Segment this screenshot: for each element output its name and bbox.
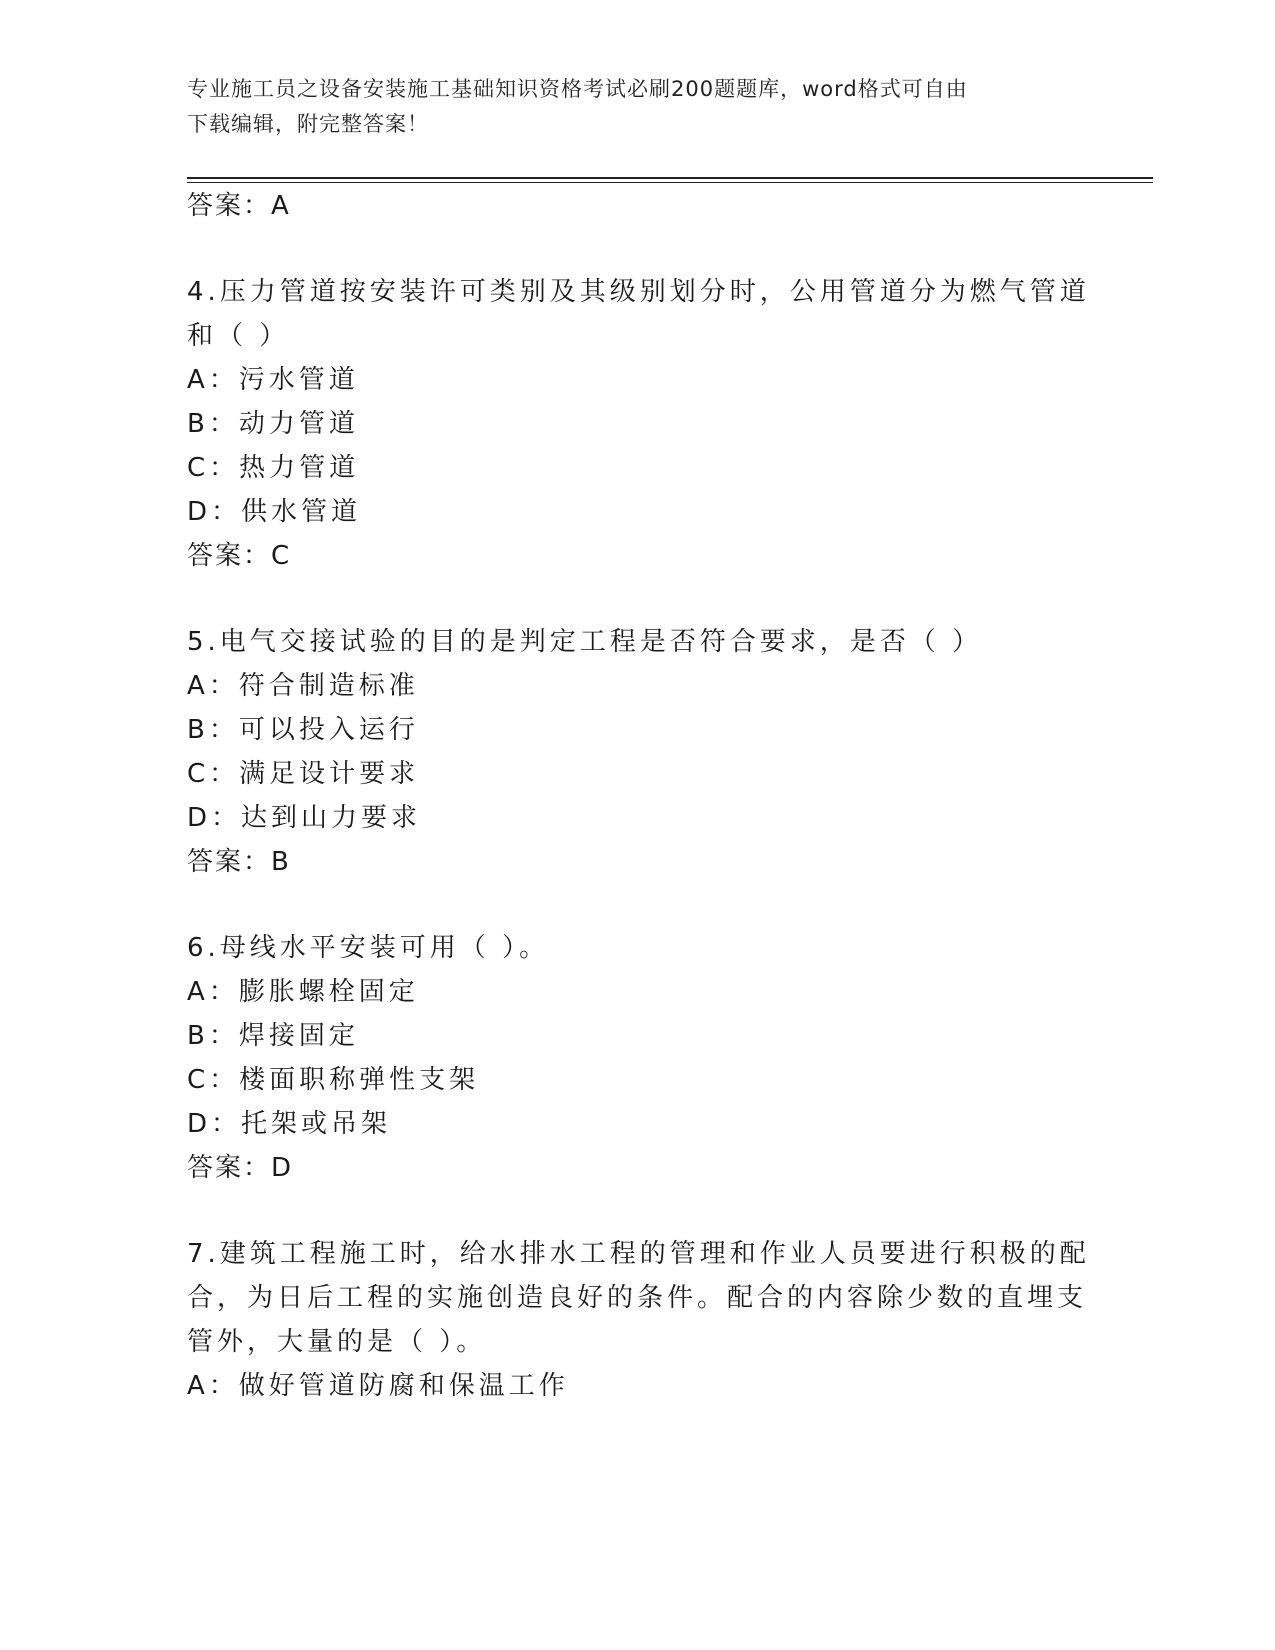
question-5-option-a: A：符合制造标准 (187, 671, 419, 701)
question-6-option-b: B：焊接固定 (187, 1021, 359, 1051)
question-6-stem-line-1: 6.母线水平安装可用（ ）。 (187, 933, 550, 963)
question-4-option-d: D：供水管道 (187, 497, 362, 527)
header-line-2: 下载编辑，附完整答案！ (187, 112, 429, 136)
header-line-1: 专业施工员之设备安装施工基础知识资格考试必刷200题题库，word格式可自由 (187, 77, 968, 101)
document-header (187, 72, 1067, 142)
question-7-stem-line-3: 管外，大量的是（ ）。 (187, 1327, 487, 1357)
question-4-option-c: C：热力管道 (187, 453, 360, 483)
question-5-stem-line-1: 5.电气交接试验的目的是判定工程是否符合要求，是否（ ） (187, 627, 983, 657)
question-7-stem-line-2: 合，为日后工程的实施创造良好的条件。配合的内容除少数的直埋支 (187, 1283, 1088, 1313)
question-4-stem-line-2: 和（ ） (187, 321, 290, 351)
header-divider (187, 177, 1153, 179)
question-5-answer: 答案：B (187, 847, 291, 877)
question-6-option-c: C：楼面职称弹性支架 (187, 1065, 480, 1095)
question-6-option-a: A：膨胀螺栓固定 (187, 977, 419, 1007)
question-4-option-b: B：动力管道 (187, 409, 359, 439)
question-5-option-b: B：可以投入运行 (187, 715, 419, 745)
question-7-stem-line-1: 7.建筑工程施工时，给水排水工程的管理和作业人员要进行积极的配 (187, 1239, 1090, 1269)
previous-answer: 答案：A (187, 191, 291, 221)
question-4-stem-line-1: 4.压力管道按安装许可类别及其级别划分时，公用管道分为燃气管道 (187, 277, 1090, 307)
question-5-option-d: D：达到山力要求 (187, 803, 422, 833)
question-4-option-a: A：污水管道 (187, 365, 359, 395)
question-6-answer: 答案：D (187, 1153, 294, 1183)
question-4-answer: 答案：C (187, 541, 292, 571)
question-5-option-c: C：满足设计要求 (187, 759, 420, 789)
question-7-option-a: A：做好管道防腐和保温工作 (187, 1371, 569, 1401)
header-divider-thin (187, 182, 1153, 183)
question-6-option-d: D：托架或吊架 (187, 1109, 392, 1139)
